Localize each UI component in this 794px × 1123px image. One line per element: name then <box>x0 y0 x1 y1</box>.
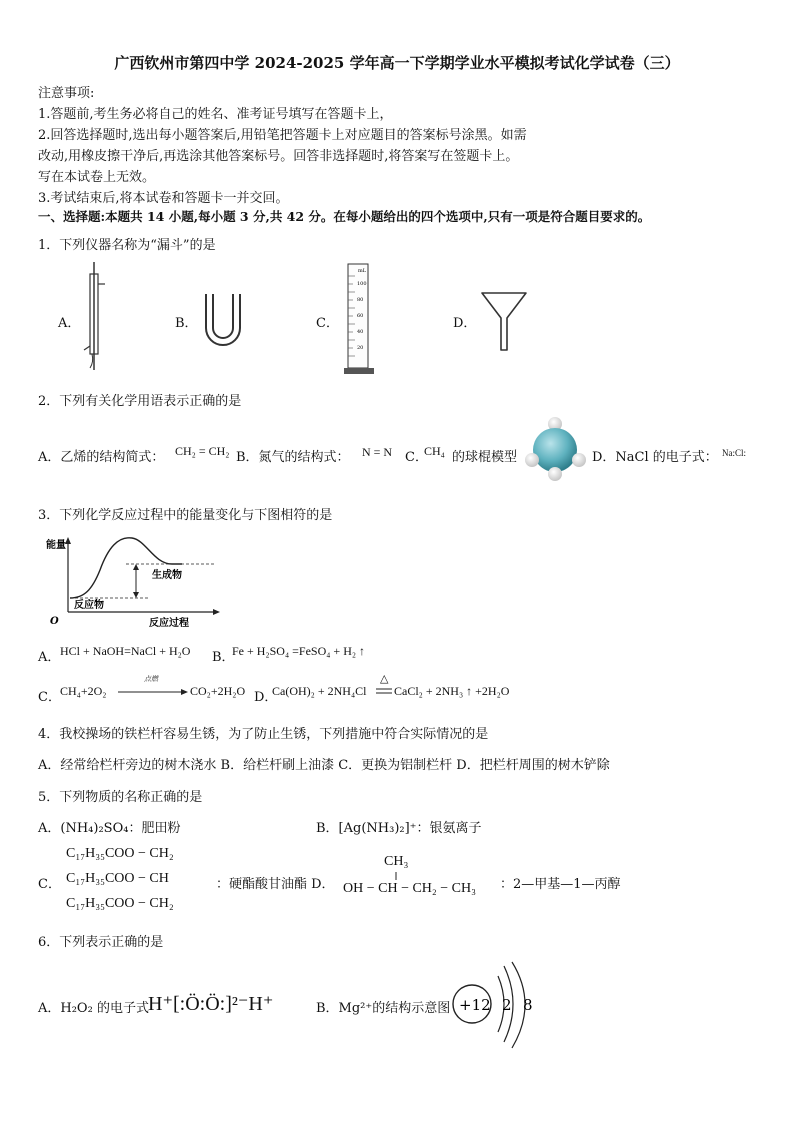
q2-stem: 2．下列有关化学用语表示正确的是 <box>38 394 242 409</box>
q5-stem: 5．下列物质的名称正确的是 <box>38 790 203 805</box>
u-tube-icon <box>202 292 244 352</box>
q3-stem: 3．下列化学反应过程中的能量变化与下图相符的是 <box>38 508 333 523</box>
cylinder-tick-40: 40 <box>357 329 364 335</box>
notes-line-1: 1.答题前,考生务必将自己的姓名、准考证号填写在答题卡上， <box>38 107 393 122</box>
q2-option-b-formula: N = N <box>362 445 393 459</box>
q2-option-d-formula: Na:Cl: <box>722 448 746 458</box>
cylinder-tick-60: 60 <box>357 313 364 319</box>
q3-option-c-condition: 点燃 <box>144 675 158 683</box>
q5-option-c-row-2: C₁₇H₃₅COO − CH <box>66 871 169 886</box>
equals-sign <box>376 688 392 694</box>
q3-option-d-label: D． <box>254 690 278 705</box>
q3-option-d-condition: △ <box>380 672 389 685</box>
q2-option-c-label: C． <box>405 450 428 465</box>
energy-product-label: 生成物 <box>152 570 182 581</box>
q1-option-d: D． <box>453 316 477 331</box>
q3-option-b-label: B． <box>212 650 235 665</box>
q5-option-d-main: OH − CH − CH₂ − CH₃ <box>343 881 477 896</box>
methane-model-icon <box>522 416 588 482</box>
q3-option-d-formula: Ca(OH)₂ + 2NH₄Cl <box>272 684 367 698</box>
q6-option-a-formula: H⁺[:Ö:Ö:]²⁻H⁺ <box>148 993 274 1015</box>
energy-reactant-label: 反应物 <box>74 600 104 611</box>
q4-options: A．经常给栏杆旁边的树木浇水 B．给栏杆刷上油漆 C．更换为铝制栏杆 D．把栏杆周围的树木铲除 <box>38 758 610 773</box>
q3-option-c-label: C． <box>38 690 61 705</box>
reaction-arrow <box>118 688 190 696</box>
energy-diagram <box>44 534 224 630</box>
cylinder-tick-80: 80 <box>357 297 364 303</box>
q4-stem: 4．我校操场的铁栏杆容易生锈，为了防止生锈，下列措施中符合实际情况的是 <box>38 727 489 742</box>
condenser-icon <box>80 262 110 372</box>
q3-option-d-right: CaCl₂ + 2NH₃ ↑ +2H₂O <box>394 684 510 698</box>
q1-option-a: A． <box>58 316 81 331</box>
q6-stem: 6．下列表示正确的是 <box>38 935 164 950</box>
q2-option-b-label: B．氮气的结构式： <box>236 450 350 465</box>
mg-nucleus-charge: +12 <box>459 996 491 1014</box>
q5-option-d-top: CH₃ <box>384 854 409 869</box>
q2-option-a-label: A．乙烯的结构简式： <box>38 450 165 465</box>
q5-option-c-row-1: C₁₇H₃₅COO − CH₂ <box>66 846 174 861</box>
page-title: 广西钦州市第四中学 2024-2025 学年高一下学期学业水平模拟考试化学试卷（三） <box>114 54 680 72</box>
q3-option-c-right: CO₂+2H₂O <box>190 684 246 698</box>
q1-stem: 1．下列仪器名称为“漏斗”的是 <box>38 238 216 253</box>
q1-option-b: B． <box>175 316 198 331</box>
q2-option-c-text: 的球棍模型 <box>452 450 518 465</box>
section-heading: 一、选择题:本题共 14 小题,每小题 3 分,共 42 分。在每小题给出的四个选项中,只有一项是符合题目要求的。 <box>38 209 651 224</box>
notes-line-2: 2.回答选择题时,选出每小题答案后,用铅笔把答题卡上对应题目的答案标号涂黑。如需 <box>38 128 527 143</box>
cylinder-tick-20: 20 <box>357 345 364 351</box>
q1-option-c: C． <box>316 316 339 331</box>
notes-line-3: 改动,用橡皮擦干净后,再选涂其他答案标号。回答非选择题时,将答案写在签题卡上。 <box>38 149 519 164</box>
bond-line <box>394 872 398 880</box>
q2-option-c-formula: CH₄ <box>424 444 445 458</box>
q3-option-a-label: A． <box>38 650 61 665</box>
graduated-cylinder-icon <box>343 262 375 376</box>
mg-shell-2-count: 8 <box>523 996 533 1014</box>
energy-ylabel <box>46 538 66 551</box>
q3-option-c-left: CH₄+2O₂ <box>60 684 107 698</box>
q5-option-c-label: C． <box>38 877 61 892</box>
q5-option-d-name: ：2—甲基—1—丙醇 <box>500 877 621 892</box>
q2-option-d-label: D．NaCl 的电子式： <box>592 450 718 465</box>
q6-option-b-label: B．Mg²⁺的结构示意图 <box>316 1001 451 1016</box>
funnel-icon <box>480 290 528 352</box>
mg-ion-structure-diagram <box>452 960 542 1052</box>
energy-xlabel: 反应过程 <box>149 618 189 629</box>
q5-option-a: A．(NH₄)₂SO₄：肥田粉 <box>38 821 181 836</box>
q6-option-a-label: A．H₂O₂ 的电子式 <box>38 1001 149 1016</box>
q5-option-c-row-3: C₁₇H₃₅COO − CH₂ <box>66 896 174 911</box>
q2-option-a-formula: CH₂ = CH₂ <box>175 444 230 458</box>
q5-option-c-name: ：硬酯酸甘油酯 D． <box>216 877 335 892</box>
q3-option-a-formula: HCl + NaOH=NaCl + H₂O <box>60 644 191 658</box>
q3-option-b-formula: Fe + H₂SO₄ =FeSO₄ + H₂ ↑ <box>232 644 366 658</box>
energy-origin: O <box>50 616 59 627</box>
notes-heading: 注意事项: <box>38 86 95 101</box>
mg-shell-1-count: 2 <box>502 996 512 1014</box>
notes-line-4: 写在本试卷上无效。 <box>38 170 156 185</box>
cylinder-tick-ml: mL <box>358 268 367 274</box>
notes-line-5: 3.考试结束后,将本试卷和答题卡一并交回。 <box>38 191 289 206</box>
q5-option-b: B．[Ag(NH₃)₂]⁺：银氨离子 <box>316 821 482 836</box>
cylinder-tick-100: 100 <box>357 281 367 287</box>
energy-ylabel-text: 能量 <box>46 540 66 551</box>
